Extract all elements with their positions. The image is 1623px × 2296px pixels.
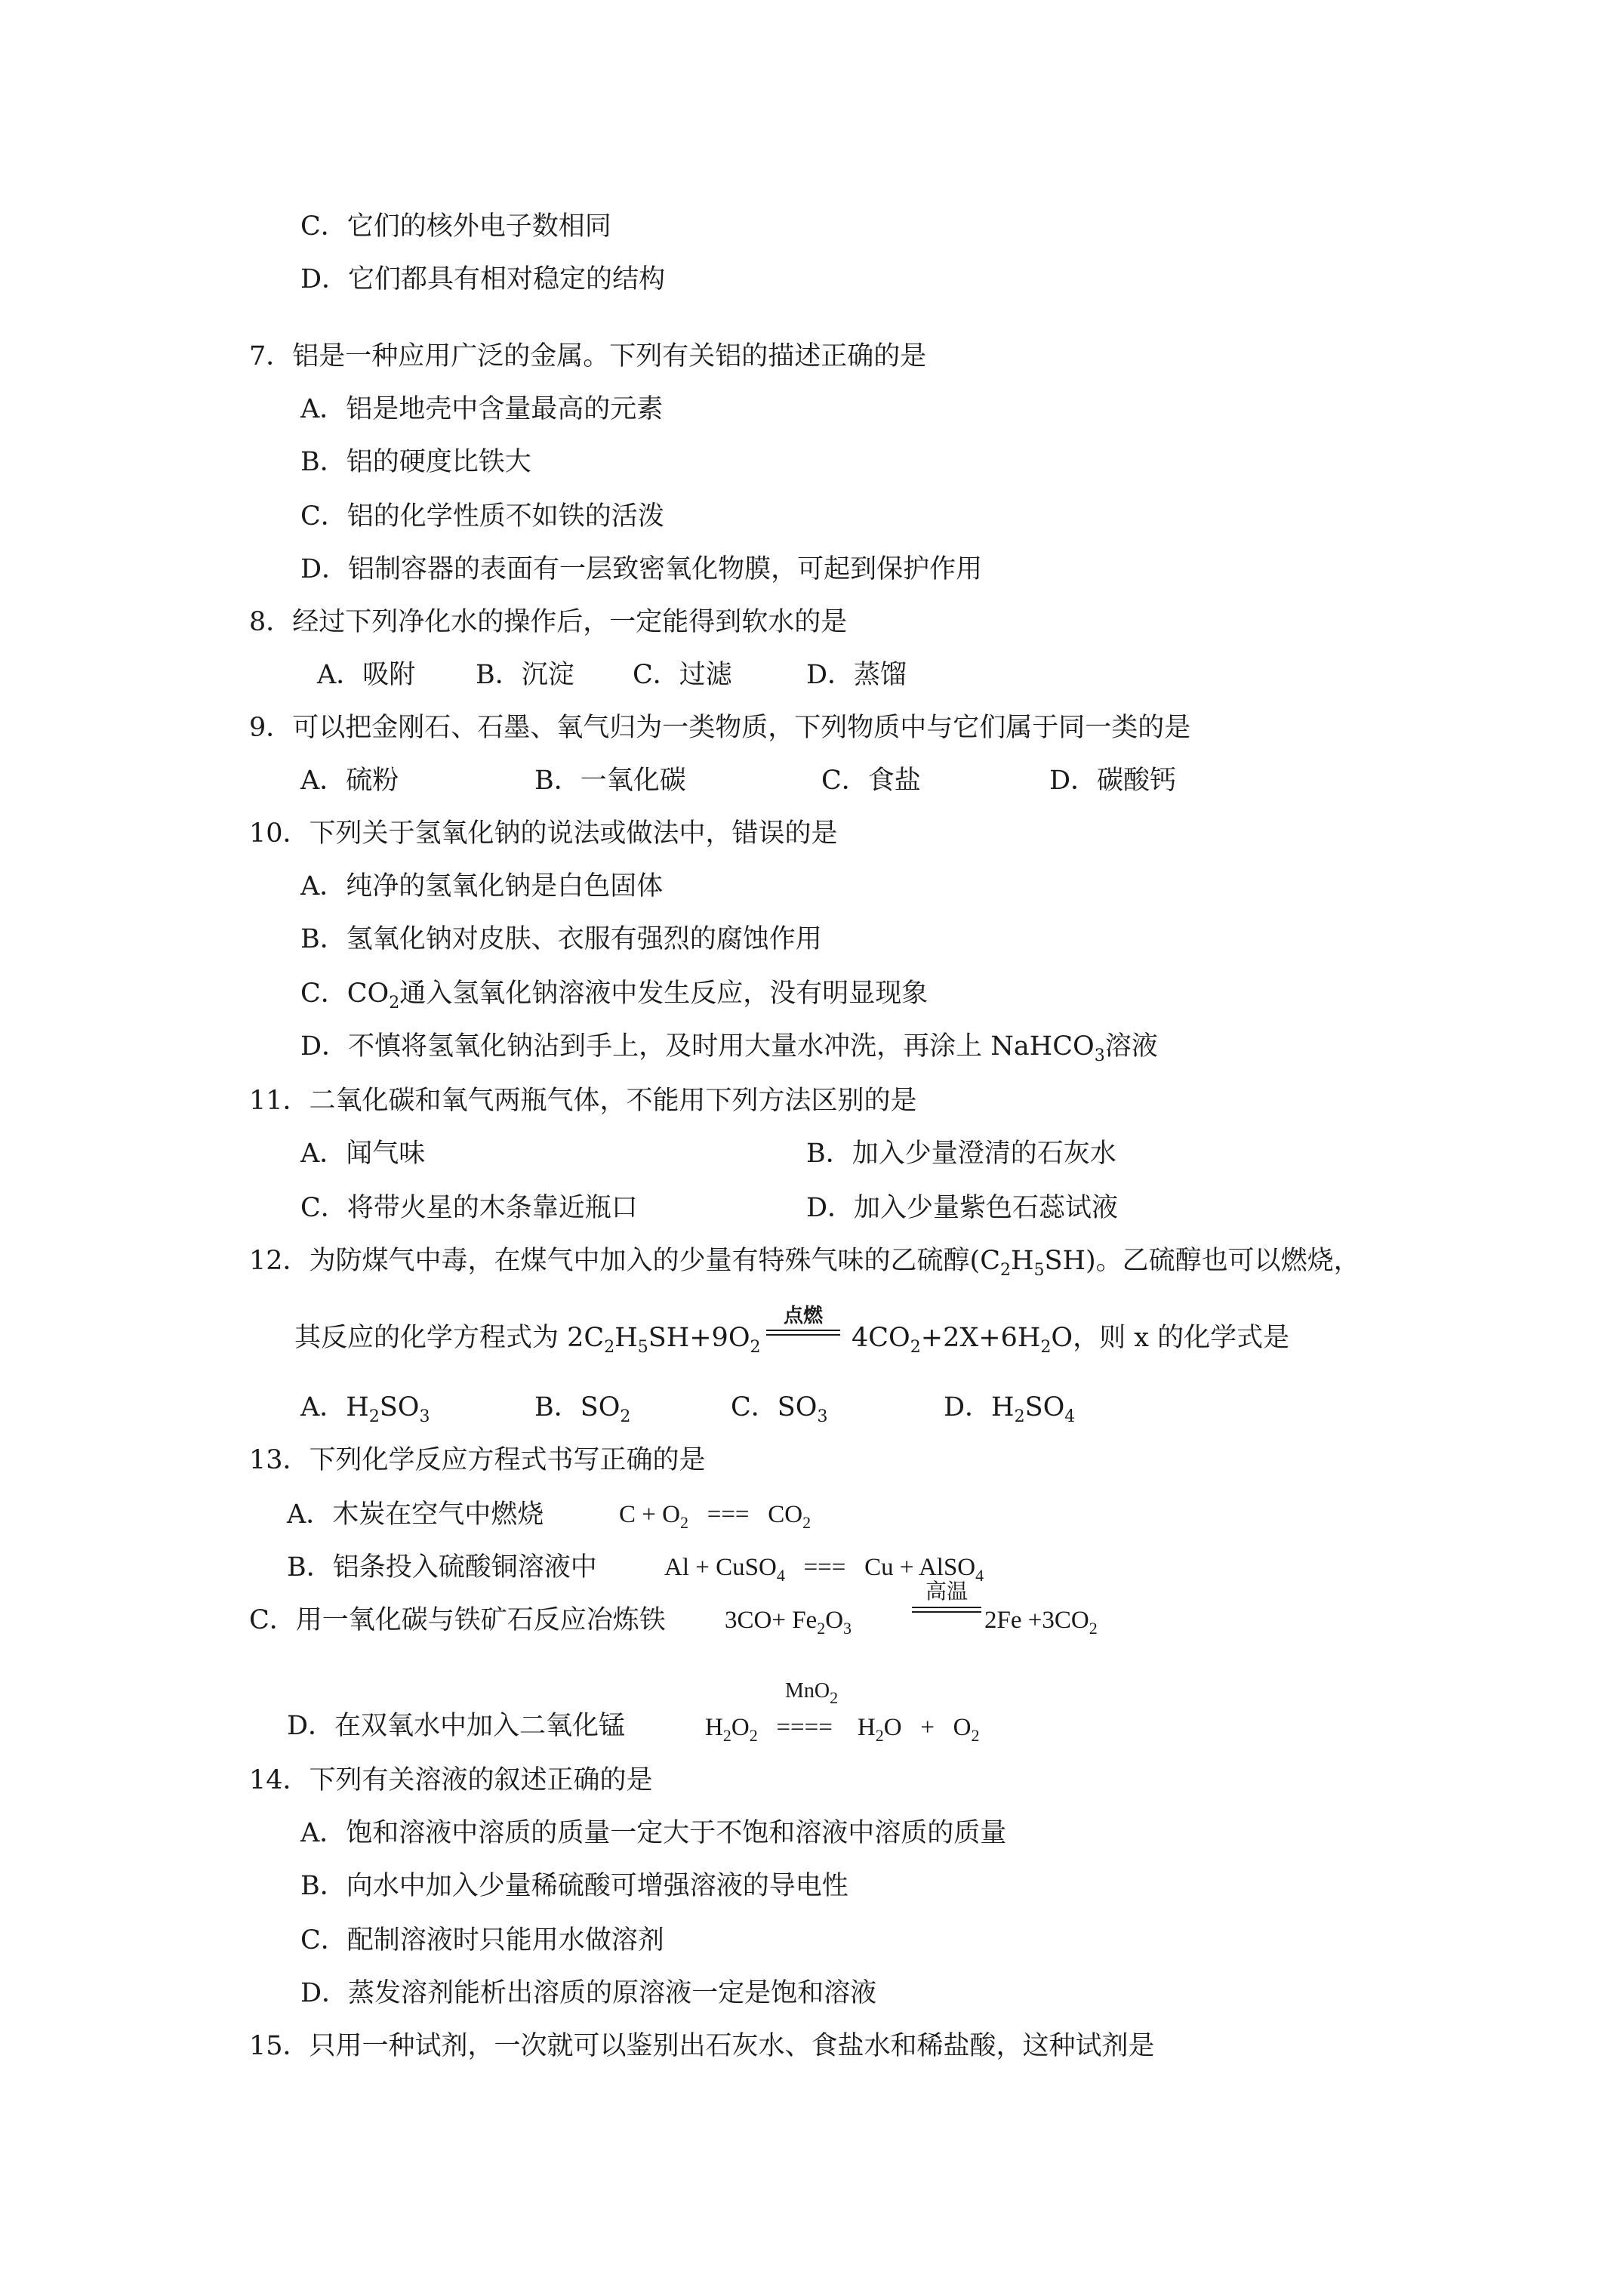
q13-stem: 13．下列化学反应方程式书写正确的是 [249, 1445, 706, 1475]
q13-option-a-text: A．木炭在空气中燃烧 [287, 1499, 544, 1530]
q11-option-b: B．加入少量澄清的石灰水 [806, 1139, 1116, 1169]
q14-stem: 14．下列有关溶液的叙述正确的是 [249, 1765, 653, 1795]
q13-option-d-equation: $H_2O_2$ ==== $H_2O + O_2$ [705, 1714, 980, 1745]
q9-stem: 9．可以把金刚石、石墨、氧气归为一类物质，下列物质中与它们属于同一类的是 [249, 713, 1191, 743]
q13-option-d-text: D．在双氧水中加入二氧化锰 [287, 1711, 626, 1741]
q13-option-c-condition: 高温 [912, 1575, 981, 1613]
q13-option-d-catalyst: MnO$_2$ [785, 1679, 839, 1707]
q12-equation-right: $4CO_2+2X+6H_2O$，则 x 的化学式是 [852, 1323, 1290, 1357]
q13-option-b-equation: Al + CuSO$_4$ === Cu + AlSO$_4$ [664, 1554, 984, 1585]
q12-option-c: C．$SO_3$ [731, 1392, 828, 1426]
q9-option-c: C．食盐 [821, 766, 921, 796]
q9-option-a: A．硫粉 [300, 766, 399, 796]
q8-stem: 8．经过下列净化水的操作后，一定能得到软水的是 [249, 607, 848, 637]
q8-option-d: D．蒸馏 [806, 660, 907, 690]
q14-option-c: C．配制溶液时只能用水做溶剂 [300, 1925, 664, 1955]
q6-option-c: C．它们的核外电子数相同 [300, 211, 611, 242]
q7-stem: 7．铝是一种应用广泛的金属。下列有关铝的描述正确的是 [249, 341, 927, 371]
q12-equation-left: 其反应的化学方程式为 $2C_2H_5SH+9O_2$ [294, 1323, 761, 1357]
q6-option-d: D．它们都具有相对稳定的结构 [300, 264, 666, 294]
q10-option-b: B．氢氧化钠对皮肤、衣服有强烈的腐蚀作用 [300, 924, 822, 954]
q10-stem: 10．下列关于氢氧化钠的说法或做法中，错误的是 [249, 818, 838, 849]
q10-option-d: D．不慎将氢氧化钠沾到手上，及时用大量水冲洗，再涂上 NaHCO$_3$溶液 [300, 1031, 1158, 1065]
q14-option-a: A．饱和溶液中溶质的质量一定大于不饱和溶液中溶质的质量 [300, 1818, 1007, 1848]
q12-reaction-condition: 点燃 [766, 1300, 840, 1336]
q14-option-b: B．向水中加入少量稀硫酸可增强溶液的导电性 [300, 1871, 848, 1901]
q12-option-b: B．$SO_2$ [534, 1392, 631, 1426]
q10-option-c: C．$CO_2$通入氢氧化钠溶液中发生反应，没有明显现象 [300, 978, 929, 1012]
q14-option-d: D．蒸发溶剂能析出溶质的原溶液一定是饱和溶液 [300, 1978, 877, 2008]
q13-option-c-equation-right: $2Fe +3CO_2$ [984, 1607, 1098, 1638]
q7-option-a: A．铝是地壳中含量最高的元素 [300, 394, 664, 424]
q12-stem: 12．为防煤气中毒，在煤气中加入的少量有特殊气味的乙硫醇$(C_2H_5SH)$。乙硫醇也可以燃烧， [249, 1246, 1360, 1280]
q12-option-a: A．$H_2SO_3$ [300, 1392, 430, 1426]
q12-option-d: D．$H_2SO_4$ [944, 1392, 1076, 1426]
q8-option-a: A．吸附 [317, 660, 416, 690]
q11-stem: 11．二氧化碳和氧气两瓶气体，不能用下列方法区别的是 [249, 1086, 917, 1116]
q7-option-d: D．铝制容器的表面有一层致密氧化物膜，可起到保护作用 [300, 554, 983, 584]
q10-option-a: A．纯净的氢氧化钠是白色固体 [300, 871, 664, 901]
q13-option-b-text: B．铝条投入硫酸铜溶液中 [287, 1552, 597, 1583]
q7-option-b: B．铝的硬度比铁大 [300, 447, 531, 477]
q9-option-d: D．碳酸钙 [1049, 766, 1177, 796]
q13-option-c-equation-left: $3CO+ Fe_2O_3$ [725, 1607, 852, 1638]
q13-option-c-text: C．用一氧化碳与铁矿石反应冶炼铁 [249, 1605, 666, 1635]
q11-option-a: A．闻气味 [300, 1139, 426, 1169]
q8-option-b: B．沉淀 [476, 660, 574, 690]
q8-option-c: C．过滤 [633, 660, 732, 690]
q7-option-c: C．铝的化学性质不如铁的活泼 [300, 501, 664, 532]
q11-option-c: C．将带火星的木条靠近瓶口 [300, 1193, 638, 1223]
q15-stem: 15．只用一种试剂，一次就可以鉴别出石灰水、食盐水和稀盐酸，这种试剂是 [249, 2031, 1155, 2061]
q9-option-b: B．一氧化碳 [534, 766, 686, 796]
q11-option-d: D．加入少量紫色石蕊试液 [806, 1193, 1119, 1223]
q13-option-a-equation: $C + O_2$ === $CO_2$ [619, 1501, 812, 1532]
